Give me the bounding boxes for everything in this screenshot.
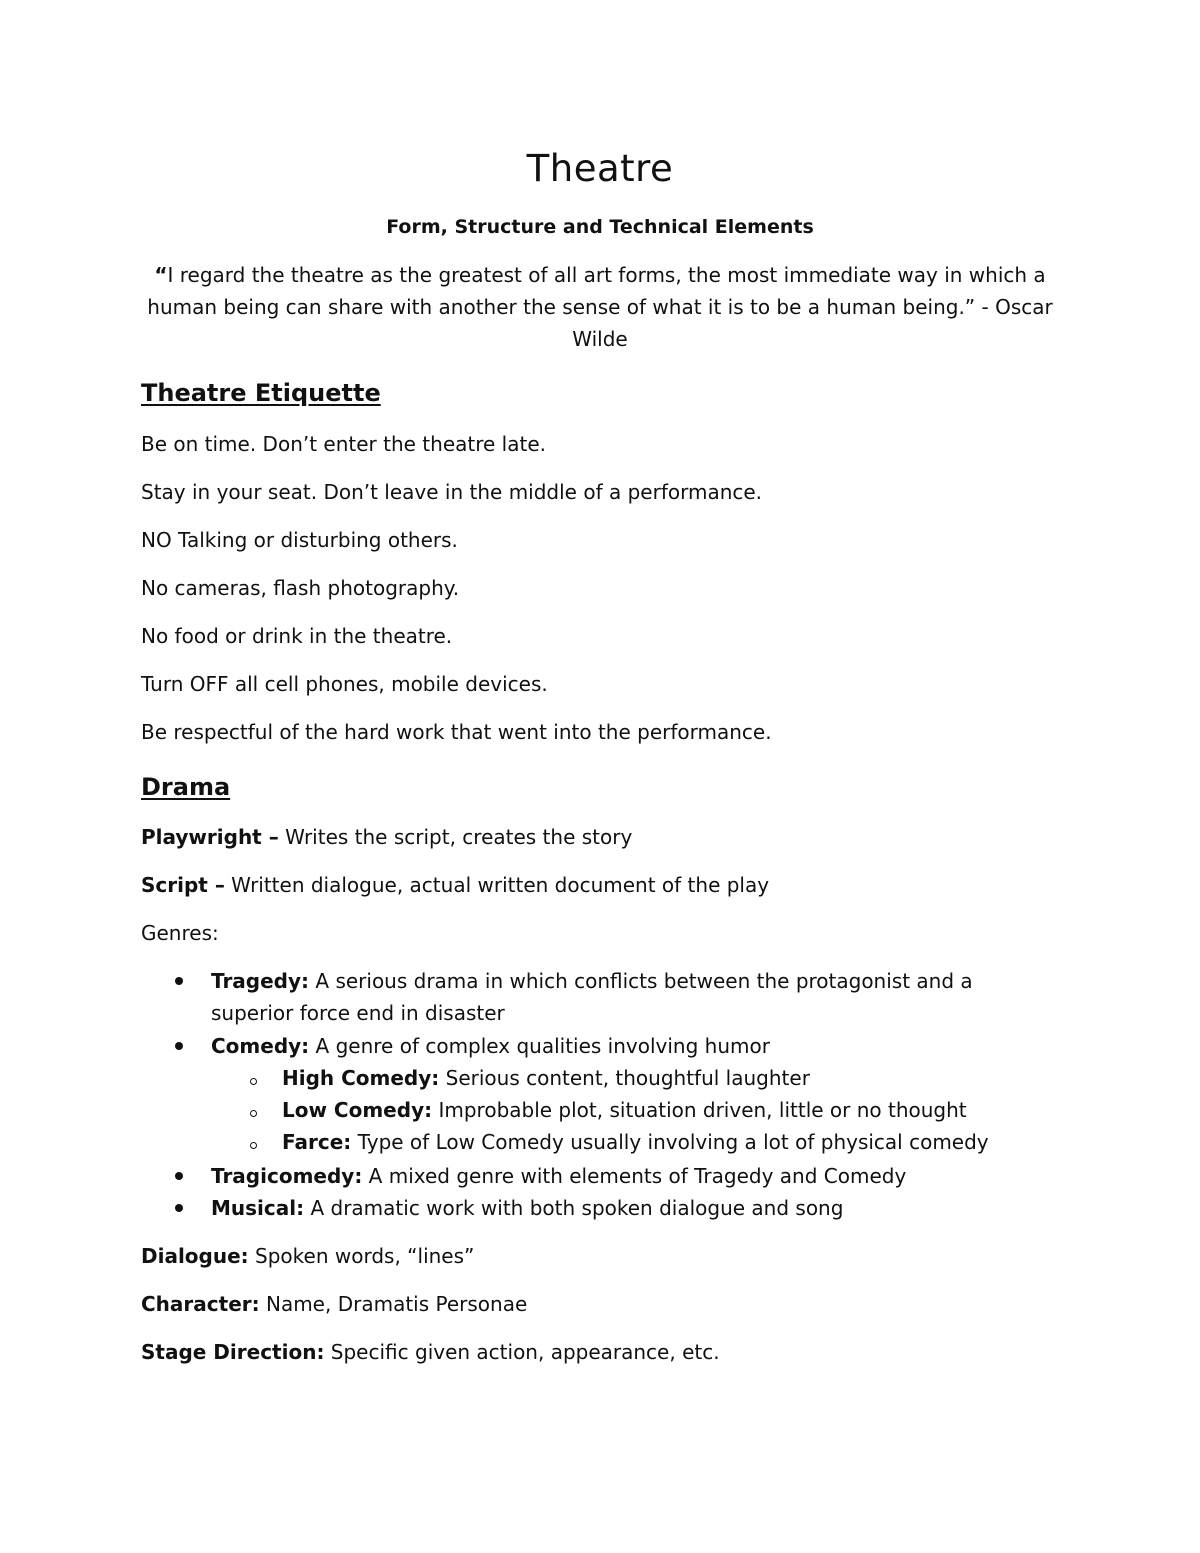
genre-def: Improbable plot, situation driven, little or no thought: [432, 1098, 967, 1122]
bullet-icon: [175, 1204, 183, 1212]
definition-text: Name, Dramatis Personae: [259, 1292, 528, 1316]
genre-item-tragedy: [211, 965, 973, 997]
definition-text: Written dialogue, actual written document of the play: [224, 873, 770, 897]
genre-def: Serious content, thoughtful laughter: [439, 1066, 810, 1090]
bullet-icon: [175, 1042, 183, 1050]
script-definition: [141, 871, 769, 899]
comedy-sub-item-farce: [282, 1126, 989, 1158]
dialogue-definition: [141, 1242, 474, 1270]
comedy-sub-item-low: [282, 1094, 967, 1126]
bullet-icon: [175, 977, 183, 985]
genre-term: High Comedy:: [282, 1066, 440, 1090]
genre-term: Farce:: [282, 1130, 352, 1154]
definition-term: Character:: [141, 1292, 260, 1316]
page-subtitle: Form, Structure and Technical Elements: [386, 216, 814, 238]
definition-term: Script –: [141, 873, 225, 897]
genre-item-tragicomedy: [211, 1160, 906, 1192]
genre-def: A serious drama in which conflicts between the protagonist and a: [309, 969, 973, 993]
drama-heading: Drama: [141, 773, 231, 801]
stage-direction-definition: [141, 1338, 720, 1366]
playwright-definition: [141, 823, 632, 851]
comedy-sub-item-high: [282, 1062, 810, 1094]
definition-term: Playwright –: [141, 825, 279, 849]
genre-def: Type of Low Comedy usually involving a lot of physical comedy: [351, 1130, 989, 1154]
etiquette-rule: No cameras, flash photography.: [141, 576, 460, 600]
quote-text-1: I regard the theatre as the greatest of all art forms, the most immediate way in which a: [167, 263, 1046, 287]
genre-def: A dramatic work with both spoken dialogue and song: [304, 1196, 844, 1220]
etiquette-rule: Stay in your seat. Don’t leave in the middle of a performance.: [141, 480, 763, 504]
page-title: Theatre: [526, 147, 674, 190]
etiquette-heading: Theatre Etiquette: [141, 379, 381, 407]
definition-term: Stage Direction:: [141, 1340, 325, 1364]
quote-open-mark: “: [154, 263, 168, 287]
sub-bullet-icon: [250, 1142, 257, 1149]
definition-text: Spoken words, “lines”: [248, 1244, 475, 1268]
genre-def: A mixed genre with elements of Tragedy and Comedy: [362, 1164, 907, 1188]
genre-term: Comedy:: [211, 1034, 310, 1058]
genre-item-comedy: [211, 1030, 770, 1062]
etiquette-rule: Be on time. Don’t enter the theatre late.: [141, 432, 546, 456]
genres-label: Genres:: [141, 921, 219, 945]
etiquette-rule: Turn OFF all cell phones, mobile devices.: [141, 672, 548, 696]
sub-bullet-icon: [250, 1078, 257, 1085]
genre-term: Tragedy:: [211, 969, 310, 993]
genre-def: A genre of complex qualities involving humor: [309, 1034, 770, 1058]
quote-line-2: human being can share with another the sense of what it is to be a human being.” - Oscar: [147, 295, 1053, 319]
character-definition: [141, 1290, 527, 1318]
genre-item-musical: [211, 1192, 843, 1224]
genre-item-continuation: superior force end in disaster: [211, 1001, 505, 1025]
quote-line-1: [140, 259, 1060, 291]
oscar-wilde-quote: [140, 259, 1060, 355]
etiquette-rule: NO Talking or disturbing others.: [141, 528, 458, 552]
definition-text: Specific given action, appearance, etc.: [324, 1340, 720, 1364]
genre-term: Low Comedy:: [282, 1098, 433, 1122]
definition-term: Dialogue:: [141, 1244, 249, 1268]
genre-term: Musical:: [211, 1196, 305, 1220]
sub-bullet-icon: [250, 1110, 257, 1117]
bullet-icon: [175, 1172, 183, 1180]
definition-text: Writes the script, creates the story: [278, 825, 633, 849]
genre-term: Tragicomedy:: [211, 1164, 363, 1188]
etiquette-rule: No food or drink in the theatre.: [141, 624, 453, 648]
etiquette-rule: Be respectful of the hard work that went into the performance.: [141, 720, 772, 744]
quote-line-3: Wilde: [572, 327, 628, 351]
